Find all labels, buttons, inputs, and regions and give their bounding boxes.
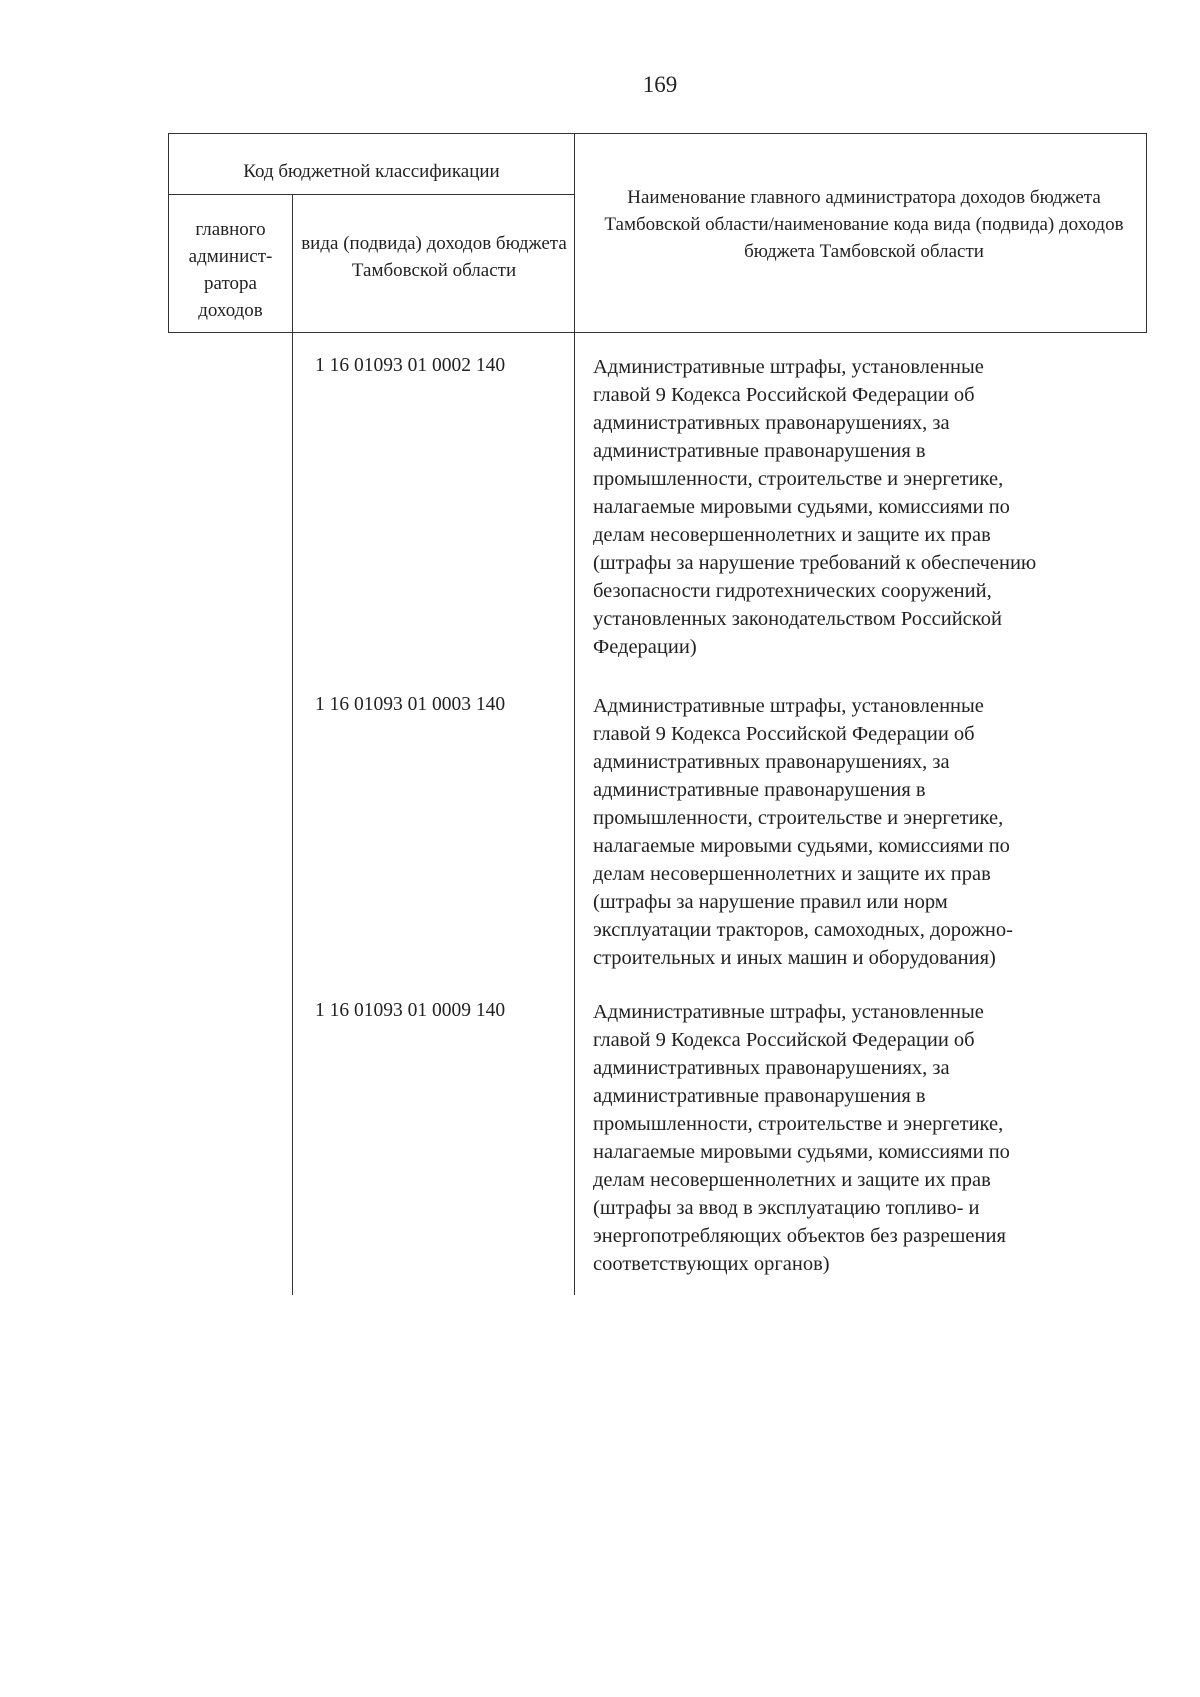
header-type-column: вида (подвида) доходов бюджета Тамбовской области	[301, 233, 567, 281]
column-divider-2	[574, 133, 575, 1295]
header-admin-column: главного админист-ратора доходов	[188, 219, 273, 321]
row-1-code: 1 16 01093 01 0002 140	[314, 355, 506, 376]
header-group-title: Код бюджетной классификации	[243, 161, 500, 182]
row-2-code: 1 16 01093 01 0003 140	[314, 694, 506, 715]
row-1-description: Административные штрафы, установленные главой 9 Кодекса Российской Федерации об административных правонарушениях, за административные правонарушения в промышленности, строительстве и энергетике, налагаемые мировыми судьями, комиссиями по делам несовершеннолетних и защите их прав (штрафы за нарушение требований к обеспечению безопасности гидротехнических сооружений, установленных законодательством Российской Федерации)	[593, 356, 1037, 658]
row-3-description: Административные штрафы, установленные главой 9 Кодекса Российской Федерации об административных правонарушениях, за административные правонарушения в промышленности, строительстве и энергетике, налагаемые мировыми судьями, комиссиями по делам несовершеннолетних и защите их прав (штрафы за ввод в эксплуатацию топливо- и энергопотребляющих объектов без разрешения соответствующих органов)	[593, 1001, 1010, 1275]
header-top-border	[168, 133, 1147, 134]
header-right-border	[1146, 133, 1147, 333]
header-group-divider	[168, 194, 574, 195]
header-name-column: Наименование главного администратора доходов бюджета Тамбовской области/наименование кода вида (подвида) доходов бюджета Тамбовской области	[604, 187, 1124, 262]
row-2-description: Административные штрафы, установленные главой 9 Кодекса Российской Федерации об административных правонарушениях, за административные правонарушения в промышленности, строительстве и энергетике, налагаемые мировыми судьями, комиссиями по делам несовершеннолетних и защите их прав (штрафы за нарушение правил или норм эксплуатации тракторов, самоходных, дорожно- строительных и иных машин и оборудования)	[593, 695, 1013, 969]
header-bottom-border	[168, 332, 1147, 333]
row-3-code: 1 16 01093 01 0009 140	[314, 1000, 506, 1021]
page-number: 169	[642, 72, 678, 97]
